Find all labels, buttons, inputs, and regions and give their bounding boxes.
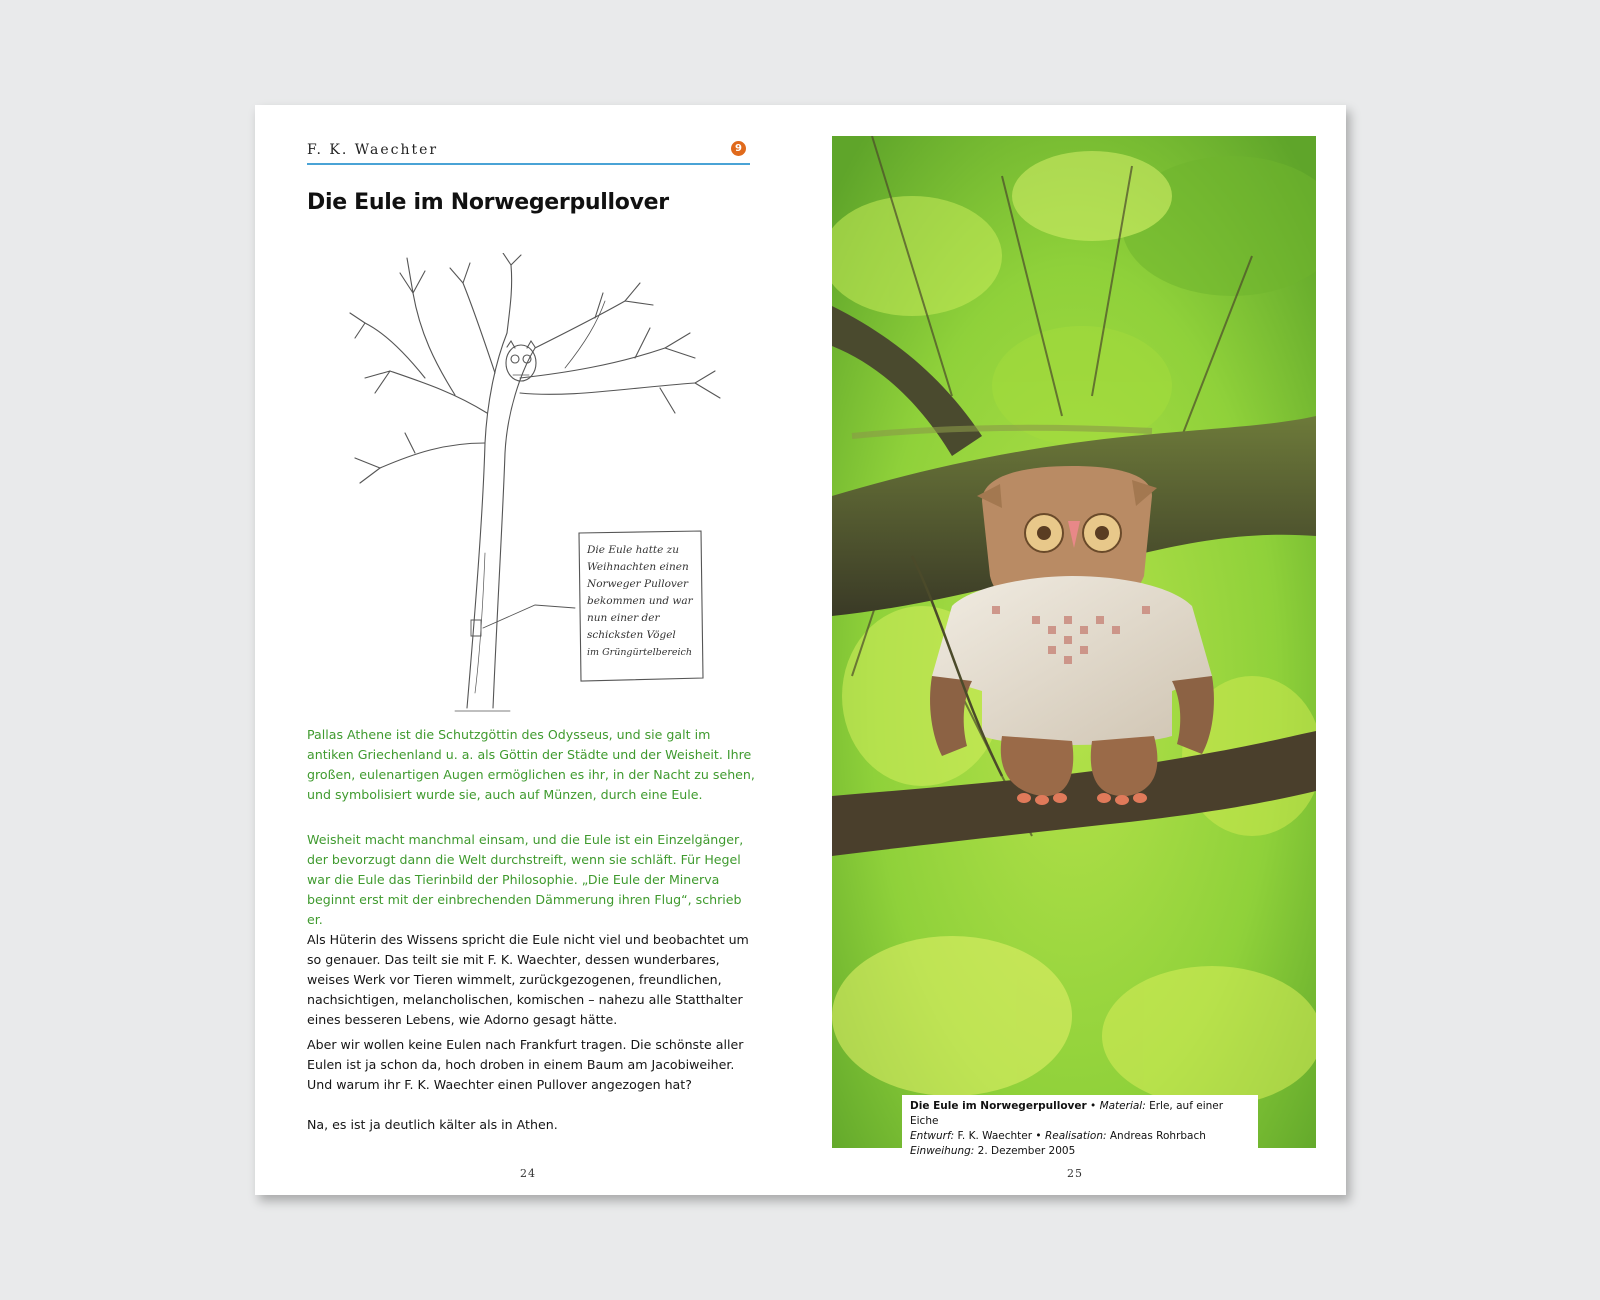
sketch-note-line: schicksten Vögel — [587, 629, 676, 641]
tree-sketch-illustration — [335, 253, 755, 720]
body-paragraph: Als Hüterin des Wissens spricht die Eule nicht viel und beobachtet um so genauer. Das teilt sie mit F. K. Waechter, dessen wunderbares, weises Werk vor Tieren wimmelt, zurückgezogenen, freundlichen, nachsichtigen, melancholischen, komischen – nahezu alle Statthalter eines besseren Lebens, wie Adorno gesagt hätte. — [307, 932, 749, 1027]
sketch-note-line: bekommen und war — [587, 595, 693, 607]
sketch-note-line: nun einer der — [587, 612, 660, 624]
caption-title: Die Eule im Norwegerpullover — [910, 1100, 1087, 1112]
sketch-note-line: Weihnachten einen — [587, 561, 689, 573]
page-number-left: 24 — [520, 1167, 536, 1180]
caption-separator: • — [1086, 1100, 1100, 1112]
chapter-badge: 9 — [731, 141, 746, 156]
header-author: F. K. Waechter — [307, 142, 439, 158]
caption-separator: • — [1032, 1130, 1045, 1142]
sketch-note-line: im Grüngürtelbereich — [587, 647, 692, 658]
book-spread — [255, 105, 1346, 1195]
caption-inauguration-value: 2. Dezember 2005 — [974, 1145, 1076, 1157]
intro-paragraph: Weisheit macht manchmal einsam, und die Eule ist ein Einzelgänger, der bevorzugt dann die Welt durchstreift, wenn sie schläft. Für Hegel war die Eule das Tierinbild der Philosophie. „Die Eule der Minerva beginnt erst mit der einbrechenden Dämmerung ihren Flug“, schrieb er. — [307, 832, 744, 927]
caption-design-value: F. K. Waechter — [954, 1130, 1033, 1142]
photo-caption — [902, 1095, 1258, 1164]
caption-design-label: Entwurf: — [910, 1130, 955, 1142]
body-paragraph: Aber wir wollen keine Eulen nach Frankfurt tragen. Die schönste aller Eulen ist ja schon da, hoch droben in einem Baum am Jacobiweiher. Und warum ihr F. K. Waechter einen Pullover angezogen hat? — [307, 1037, 744, 1092]
caption-realisation-value: Andreas Rohrbach — [1106, 1130, 1206, 1142]
body-paragraph: Na, es ist ja deutlich kälter als in Athen. — [307, 1117, 558, 1132]
caption-inauguration-label: Einweihung: — [910, 1145, 975, 1157]
page-number-right: 25 — [1067, 1167, 1083, 1180]
header-rule — [307, 163, 750, 165]
owl-sculpture-photo — [832, 136, 1316, 1148]
caption-material-value: Erle, auf einer Eiche — [910, 1100, 1224, 1127]
intro-paragraph: Pallas Athene ist die Schutzgöttin des Odysseus, und sie galt im antiken Griechenland u. a. als Göttin der Städte und der Weisheit. Ihre großen, eulenartigen Augen ermöglichen es ihr, in der Nacht zu sehen, und symbolisiert wurde sie, auch auf Münzen, durch eine Eule. — [307, 727, 755, 802]
sketch-note-line: Die Eule hatte zu — [587, 544, 679, 556]
page-title: Die Eule im Norwegerpullover — [307, 190, 669, 215]
sketch-note-line: Norweger Pullover — [587, 578, 689, 590]
caption-realisation-label: Realisation: — [1044, 1130, 1107, 1142]
caption-material-label: Material: — [1099, 1100, 1146, 1112]
